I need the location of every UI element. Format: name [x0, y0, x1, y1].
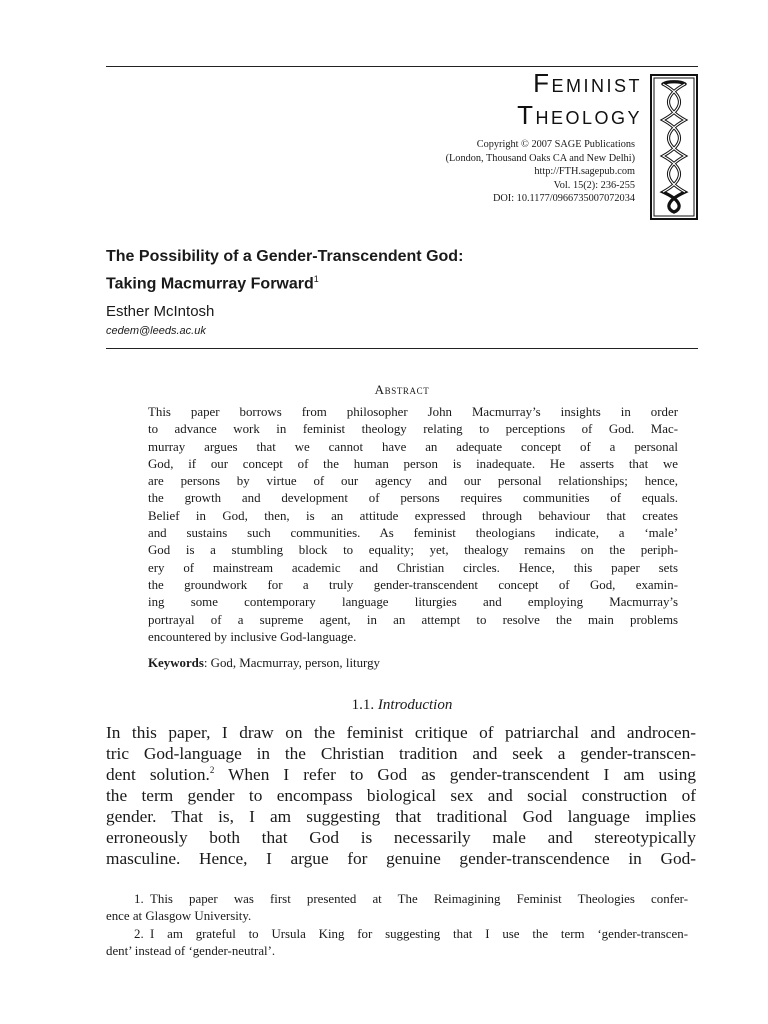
body-text-segment: dent solution. [106, 765, 210, 784]
article-title-line2 [106, 268, 666, 295]
keywords [148, 656, 380, 671]
volume-line: Vol. 15(2): 236-255 [553, 179, 635, 191]
body-line: gender. That is, I am suggesting that traditional God language implies [106, 807, 696, 826]
abstract-line: to advance work in feminist theology relating to perceptions of God. Mac- [148, 422, 678, 437]
celtic-knot-logo [650, 74, 698, 220]
copyright-line: Copyright © 2007 SAGE Publications [476, 139, 635, 150]
abstract-line: ery of mainstream academic and Christian circles. Hence, this paper sets [148, 560, 678, 575]
journal-name [380, 70, 642, 128]
keywords-label: Keywords [148, 656, 204, 670]
abstract-line: the growth and development of persons requires communities of equals. [148, 491, 678, 506]
body-line: erroneously both that God is necessarily male and stereotypically [106, 828, 696, 847]
abstract-line: This paper borrows from philosopher John Macmurray’s insights in order [148, 405, 678, 419]
abstract-line: encountered by inclusive God-language. [148, 629, 357, 644]
body-line [106, 764, 696, 785]
body-paragraph [106, 722, 696, 869]
abstract-line: and sustains such communities. As feminist theologians indicate, a ‘male’ [148, 526, 678, 541]
footnote-number: 1. [134, 892, 144, 906]
abstract-heading: Abstract [374, 382, 430, 397]
section-heading [106, 697, 698, 714]
publication-imprint [370, 138, 635, 206]
header-rule [106, 66, 698, 67]
abstract-text [148, 404, 678, 646]
body-line: masculine. Hence, I argue for genuine gender-transcendence in God- [106, 849, 696, 868]
keywords-list: : God, Macmurray, person, liturgy [203, 656, 380, 670]
doi-line: DOI: 10.1177/0966735007072034 [492, 193, 635, 205]
body-line: tric God-language in the Christian tradition and seek a gender-transcen- [106, 744, 696, 763]
footnote-2-continued: dent’ instead of ‘gender-neutral’. [106, 944, 276, 959]
body-line: In this paper, I draw on the feminist critique of patriarchal and androcen- [106, 723, 696, 742]
footnote-2 [106, 926, 688, 943]
title-footnote-marker: 1 [313, 274, 319, 284]
section-number: 1.1. [351, 697, 375, 713]
abstract-line: murray argues that we cannot have an adequate concept of a personal [148, 439, 678, 454]
journal-name-line2: Theology [517, 100, 642, 130]
abstract-line: portrayal of a supreme agent, in an attempt to resolve the main problems [148, 612, 678, 627]
section-title: Introduction [377, 697, 453, 713]
footnote-1-continued: ence at Glasgow University. [106, 909, 252, 924]
journal-name-line1: Feminist [533, 68, 642, 98]
footnotes [106, 891, 688, 961]
abstract-line: ing some contemporary language liturgies and employing Macmurray’s [148, 595, 678, 610]
author-rule [106, 348, 698, 349]
abstract-line: the groundwork for a truly gender-transcendent concept of God, examin- [148, 577, 678, 592]
footnote-1 [106, 891, 688, 908]
author-name: Esther McIntosh [106, 303, 215, 320]
author-email: cedem@leeds.ac.uk [106, 325, 206, 337]
footnote-text: I am grateful to Ursula King for suggesting that I use the term ‘gender-transcen- [150, 926, 688, 941]
abstract-line: God, if our concept of the human person is inadequate. He asserts that we [148, 456, 678, 471]
abstract-line: are persons by virtue of our agency and our personal relationships; hence, [148, 474, 678, 489]
article-title [106, 246, 666, 295]
article-title-text: Taking Macmurray Forward [106, 275, 314, 293]
footnote-text: This paper was first presented at The Reimagining Feminist Theologies confer- [150, 892, 688, 906]
footnote-number: 2. [134, 926, 144, 941]
publisher-location-line: (London, Thousand Oaks CA and New Delhi) [445, 152, 635, 164]
body-line: the term gender to encompass biological sex and social construction of [106, 786, 696, 805]
journal-url-line: http://FTH.sagepub.com [534, 166, 635, 178]
abstract-line: Belief in God, then, is an attitude expressed through behaviour that creates [148, 508, 678, 523]
article-title-line1: The Possibility of a Gender-Transcendent God: [106, 248, 464, 265]
abstract-line: God is a stumbling block to equality; yet, thealogy remains on the periph- [148, 543, 678, 558]
footnote-marker: 2 [209, 765, 215, 776]
body-text-segment: When I refer to God as gender-transcendent I am using [214, 765, 696, 784]
